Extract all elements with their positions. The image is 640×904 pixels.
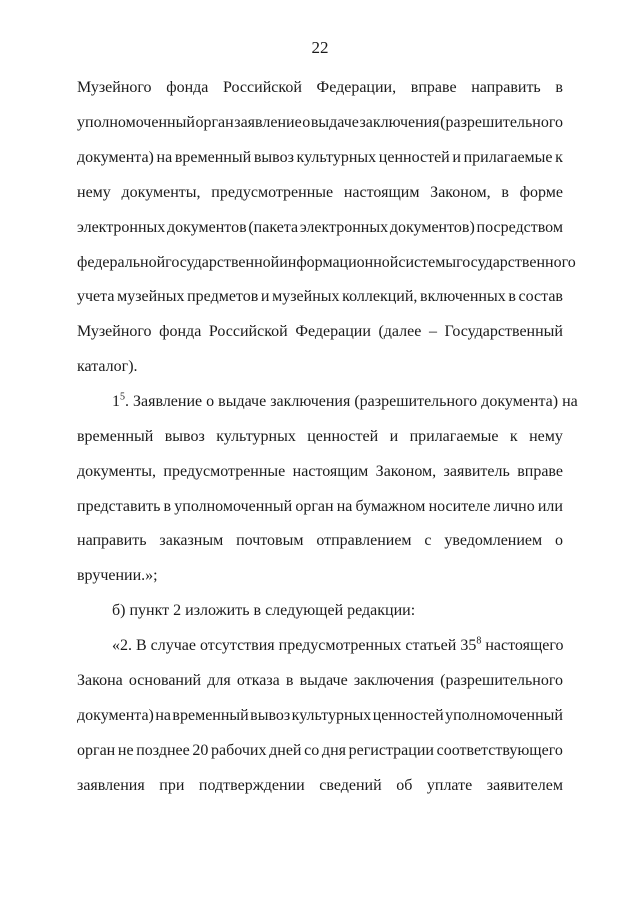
word: временный (77, 428, 154, 445)
text-line (112, 391, 578, 412)
word: в (285, 672, 294, 689)
item-superscript: 5 (120, 391, 125, 403)
word: прилагаемые (463, 149, 553, 166)
word: бумажном (355, 498, 426, 515)
word: о (302, 114, 311, 131)
word: документы, (121, 184, 201, 201)
word: форме (519, 184, 563, 201)
text-line (77, 218, 563, 238)
text-line (77, 287, 563, 307)
word: орган (77, 742, 116, 759)
word: рабочих (211, 742, 267, 759)
word: Государственный (444, 323, 563, 340)
word: вывоз (253, 149, 294, 166)
word: на (156, 149, 173, 166)
word: – (428, 323, 437, 340)
word: Закона (77, 672, 123, 689)
word: настоящим (343, 184, 420, 201)
word: нему (77, 184, 111, 201)
word: коллекций, (342, 288, 418, 305)
word: ценностей (378, 149, 450, 166)
word: направить (471, 79, 541, 96)
word: лично (493, 498, 535, 515)
word: документа) (77, 707, 154, 724)
word: электронных (77, 219, 166, 236)
text-line: вручении.»; (77, 567, 158, 584)
text-line: б) пункт 2 изложить в следующей редакции: (112, 602, 416, 619)
text-line (77, 253, 576, 273)
word: для (207, 672, 231, 689)
text-fragment: настоящего (481, 637, 564, 654)
word: музейных (272, 288, 340, 305)
word: носителе (428, 498, 491, 515)
word: отправлением (316, 532, 412, 549)
word: представить (77, 498, 161, 515)
text-line (77, 78, 563, 98)
text-line (77, 706, 563, 726)
word: позднее (136, 742, 190, 759)
word: культурных (296, 149, 377, 166)
word: и (389, 428, 399, 445)
word: предусмотренные (211, 184, 334, 201)
text-line (77, 671, 563, 691)
text-line (77, 776, 563, 796)
word: регистрации (348, 742, 434, 759)
word: электронных (299, 219, 389, 236)
word: Музейного (77, 323, 152, 340)
word: уполномоченный (174, 498, 293, 515)
word: прилагаемые (409, 428, 499, 445)
word: состав (518, 288, 563, 305)
word: фонда (159, 323, 202, 340)
word: Законом, (430, 184, 491, 201)
word: направить (77, 532, 147, 549)
word: государственной (165, 254, 280, 271)
word: соответствующего (436, 742, 563, 759)
text-fragment: . Заявление о выдаче заключения (разрешительного документа) на (125, 393, 578, 410)
word: Музейного (77, 79, 152, 96)
word: предметов (187, 288, 259, 305)
word: музейных (117, 288, 185, 305)
text-line (77, 183, 563, 203)
word: не (117, 742, 134, 759)
text-line (77, 497, 563, 517)
word: заявление (234, 114, 302, 131)
word: нему (529, 428, 563, 445)
word: заключения (359, 114, 440, 131)
word: вывоз (250, 707, 291, 724)
word: вывоз (164, 428, 205, 445)
word: ценностей (307, 428, 379, 445)
word: Российской (223, 79, 302, 96)
word: или (537, 498, 563, 515)
word: (далее (378, 323, 422, 340)
text-line (77, 113, 563, 133)
word: в (501, 184, 509, 201)
word: дней (269, 742, 302, 759)
text-line (77, 322, 563, 342)
word: уполномоченный (77, 114, 195, 131)
word: орган (195, 114, 234, 131)
word: заказным (159, 532, 224, 549)
word: подтверждении (198, 777, 305, 794)
text-line (77, 427, 563, 447)
word: уведомлением (444, 532, 543, 549)
word: отказа (236, 672, 280, 689)
word: о (555, 532, 563, 549)
word: документов) (389, 219, 475, 236)
word: культурных (216, 428, 296, 445)
word: в (555, 79, 563, 96)
word: временный (172, 707, 249, 724)
word: Законом, (375, 463, 437, 480)
word: уполномоченный (445, 707, 563, 724)
word: на (336, 498, 353, 515)
word: 20 (192, 742, 209, 759)
word: оснований (128, 672, 202, 689)
word: в (163, 498, 172, 515)
word: Российской (208, 323, 288, 340)
text-line (77, 462, 563, 482)
word: (разрешительного (440, 114, 563, 131)
text-line (77, 148, 563, 168)
word: к (555, 149, 563, 166)
word: сведений (319, 777, 382, 794)
word: с (424, 532, 432, 549)
word: при (159, 777, 185, 794)
text-fragment: «2. В случае отсутствия предусмотренных статьей 35 (112, 637, 477, 654)
word: вправе (410, 79, 457, 96)
word: заявления (77, 777, 145, 794)
word: орган (295, 498, 334, 515)
text-line (77, 741, 563, 761)
word: ценностей (372, 707, 444, 724)
word: Федерации, (316, 79, 397, 96)
word: заявитель (443, 463, 510, 480)
text-line (77, 531, 563, 551)
word: системы (398, 254, 457, 271)
word: выдаче (299, 672, 348, 689)
word: и (452, 149, 461, 166)
word: федеральной (77, 254, 166, 271)
item-number: 1 (112, 393, 120, 410)
word: культурных (291, 707, 372, 724)
word: временный (174, 149, 252, 166)
word: документы, (77, 463, 157, 480)
word: вправе (517, 463, 563, 480)
word: настоящим (292, 463, 369, 480)
word: информационной (279, 254, 399, 271)
word: Федерации (295, 323, 371, 340)
word: и (260, 288, 270, 305)
word: государственного (456, 254, 576, 271)
word: предусмотренные (163, 463, 286, 480)
word: посредством (476, 219, 563, 236)
word: на (155, 707, 171, 724)
word: документа) (77, 149, 154, 166)
word: (разрешительного (440, 672, 563, 689)
text-line (112, 636, 563, 656)
page-number: 22 (311, 38, 329, 57)
word: об (396, 777, 413, 794)
word: уплате (426, 777, 473, 794)
word: в (508, 288, 516, 305)
word: выдаче (310, 114, 359, 131)
word: включенных (420, 288, 506, 305)
text-line: каталог). (77, 358, 138, 375)
word: почтовым (236, 532, 304, 549)
word: учета (77, 288, 115, 305)
word: к (509, 428, 518, 445)
word: со (304, 742, 320, 759)
word: заключения (353, 672, 434, 689)
word: дня (321, 742, 346, 759)
text-fragment-end (476, 636, 563, 656)
word: документов (167, 219, 247, 236)
word: фонда (166, 79, 209, 96)
word: (пакета (248, 219, 299, 236)
word: заявителем (486, 777, 563, 794)
article-superscript: 8 (476, 635, 482, 647)
